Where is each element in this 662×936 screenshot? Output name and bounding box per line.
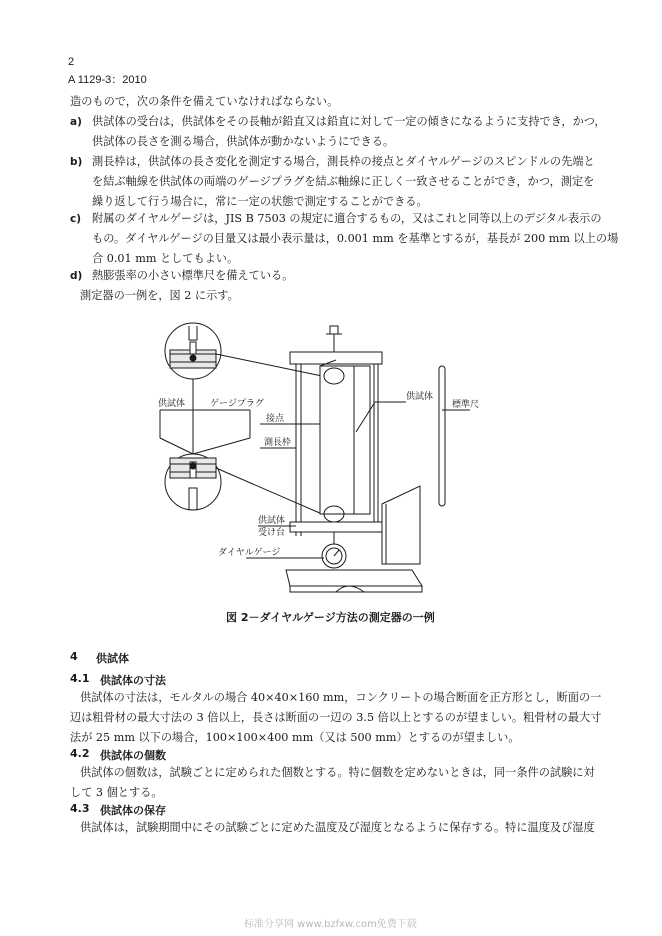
section-4-2-line-1: 供試体の個数は，試験ごとに定められた個数とする。特に個数を定めないときは，同一条件の試験に対 [80, 766, 595, 779]
section-4-2-number: 4.2 [70, 747, 90, 760]
section-4-1-line-3: 法が 25 mm 以下の場合，100×100×400 mm（又は 500 mm）とするのが望ましい。 [70, 731, 520, 744]
condition-b-line-1: 測長枠は，供試体の長さ変化を測定する場合，測長枠の接点とダイヤルゲージのスピンドルの先端と [92, 155, 595, 168]
condition-c-label: c) [70, 213, 82, 225]
condition-b-line-3: 繰り返して行う場合に，常に一定の状態で測定することができる。 [92, 195, 428, 208]
section-4-2-line-2: して 3 個とする。 [70, 786, 163, 799]
upper-plug-detail [165, 323, 221, 379]
label-specimen-right: 供試体 [406, 392, 434, 402]
label-gauge-plug: ゲージプラグ [210, 399, 264, 409]
label-standard-bar: 標準尺 [452, 400, 480, 410]
figure-caption: 図 2－ダイヤルゲージ方法の測定器の一例 [226, 611, 435, 624]
label-contact: 接点 [266, 414, 285, 424]
figure-reference-line: 測定器の一例を，図 2 に示す。 [80, 289, 239, 302]
label-measuring-frame: 測長枠 [264, 438, 292, 448]
condition-b-line-2: を結ぶ軸線を供試体の両端のゲージプラグを結ぶ軸線に正しく一致させることができ，かつ，測定を [92, 175, 595, 188]
dial-gauge-apparatus-figure [140, 318, 540, 618]
condition-d-line-1: 熱膨張率の小さい標準尺を備えている。 [92, 269, 294, 282]
section-4-3-number: 4.3 [70, 802, 90, 815]
section-4-1-line-2: 辺は粗骨材の最大寸法の 3 倍以上，長さは断面の一辺の 3.5 倍以上とするのが望ましい。粗骨材の最大寸 [70, 711, 602, 724]
condition-b-label: b) [70, 156, 83, 168]
condition-c-line-3: 合 0.01 mm としてもよい。 [92, 252, 239, 265]
standard-bar [439, 366, 445, 506]
section-4-1-number: 4.1 [70, 672, 90, 685]
section-4-3-line-1: 供試体は，試験期間中にその試験ごとに定めた温度及び湿度となるように保存する。特に温度及び湿度 [80, 821, 595, 834]
condition-c-line-1: 附属のダイヤルゲージは，JIS B 7503 の規定に適合するもの，又はこれと同等以上のデジタル表示の [92, 212, 602, 225]
section-4-3-title: 供試体の保存 [100, 804, 166, 817]
condition-a-line-2: 供試体の長さを測る場合，供試体が動かないようにできる。 [92, 135, 395, 148]
section-4-title: 供試体 [96, 652, 129, 665]
label-specimen-left: 供試体 [158, 399, 186, 409]
intro-line: 造のもので，次の条件を備えていなければならない。 [70, 95, 339, 108]
footer-watermark: 标准分享网 www.bzfxw.com免费下载 [244, 919, 417, 930]
section-4-number: 4 [70, 650, 78, 663]
document-id: A 1129-3：2010 [68, 74, 147, 86]
condition-a-label: a) [70, 116, 82, 128]
section-4-2-title: 供試体の個数 [100, 749, 166, 762]
label-dial-gauge: ダイヤルゲージ [218, 548, 281, 558]
page-number: 2 [68, 56, 75, 68]
section-4-1-line-1: 供試体の寸法は，モルタルの場合 40×40×160 mm，コンクリートの場合断面を正方形とし，断面の一 [80, 691, 602, 704]
label-support-line-2: 受け台 [258, 528, 286, 538]
condition-a-line-1: 供試体の受台は，供試体をその長軸が鉛直又は鉛直に対して一定の傾きになるように支持でき，かつ， [92, 115, 606, 128]
label-support-line-1: 供試体 [258, 516, 286, 526]
measuring-frame [286, 326, 422, 592]
condition-d-label: d) [70, 270, 83, 282]
lower-plug-detail [165, 454, 221, 510]
section-4-1-title: 供試体の寸法 [100, 674, 166, 687]
condition-c-line-2: もの。ダイヤルゲージの目量又は最小表示量は，0.001 mm を基準とするが，基長が 200 mm 以上の場 [92, 232, 619, 245]
